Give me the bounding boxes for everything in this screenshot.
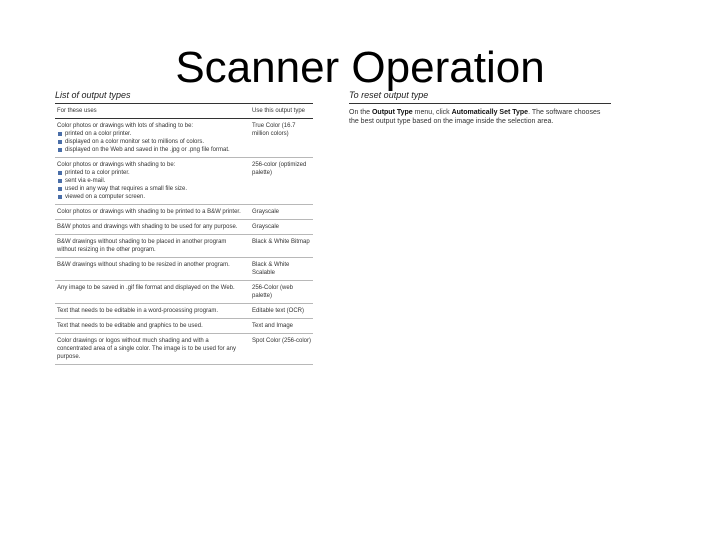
table-row: [55, 119, 313, 158]
use-description-text: Color photos or drawings with lots of shading to be:: [57, 123, 194, 129]
reset-text-part: . The software chooses the best output type based on the image inside the selection area.: [349, 109, 601, 125]
use-description-text: Text that needs to be editable and graphics to be used.: [57, 323, 203, 329]
use-description-text: Any image to be saved in .gif file format and displayed on the Web.: [57, 285, 235, 291]
reset-output-instructions: [349, 104, 611, 126]
use-description: [55, 281, 246, 303]
table-row: [55, 258, 313, 281]
table-row: [55, 205, 313, 220]
table-row: [55, 220, 313, 235]
table-row: [55, 304, 313, 319]
use-description: [55, 319, 246, 333]
use-description: [55, 119, 246, 157]
reset-text-part: On the: [349, 109, 372, 116]
output-type-column-header: Use this output type: [251, 108, 306, 114]
reset-output-header: To reset output type: [349, 90, 611, 104]
use-bullet-item: displayed on the Web and saved in the .jpg or .png file format.: [57, 146, 244, 154]
slide-title: Scanner Operation: [175, 43, 545, 92]
output-type: Black & White Bitmap: [251, 239, 310, 245]
output-type: Grayscale: [251, 209, 279, 215]
output-type: Black & White Scalable: [251, 262, 290, 276]
output-type: Grayscale: [251, 224, 279, 230]
use-description-text: Color drawings or logos without much shading and with a concentrated area of a single color. The image is to be used for any purpose.: [57, 338, 236, 360]
uses-column-header: For these uses: [57, 108, 97, 114]
use-description: [55, 235, 246, 257]
output-type-menu-name: Output Type: [371, 109, 413, 116]
table-row: [55, 158, 313, 205]
use-description-text: B&W drawings without shading to be placed in another program without resizing in the other program.: [57, 239, 227, 253]
table-row: [55, 334, 313, 365]
use-description-text: Color photos or drawings with shading to be printed to a B&W printer.: [57, 209, 241, 215]
use-description-text: Color photos or drawings with shading to be:: [57, 162, 176, 168]
reset-text-part: menu, click: [412, 109, 452, 116]
output-type: Text and Image: [251, 323, 294, 329]
use-description-text: B&W drawings without shading to be resized in another program.: [57, 262, 230, 268]
output-type: True Color (16.7 million colors): [251, 123, 296, 137]
reset-output-panel: [349, 90, 611, 126]
use-description: [55, 304, 246, 318]
table-body: [55, 119, 313, 365]
table-row: [55, 281, 313, 304]
table-row: [55, 235, 313, 258]
use-bullet-item: printed to a color printer.: [57, 169, 244, 177]
use-bullet-item: printed on a color printer.: [57, 130, 244, 138]
output-type: 256-color (optimized palette): [251, 162, 307, 176]
output-type: 256-Color (web palette): [251, 285, 294, 299]
use-bullet-item: displayed on a color monitor set to millions of colors.: [57, 138, 244, 146]
table-row: [55, 319, 313, 334]
use-description: [55, 205, 246, 219]
output-type: Spot Color (256-color): [251, 338, 312, 344]
use-description: [55, 258, 246, 280]
output-types-header: List of output types: [55, 90, 313, 104]
use-description: [55, 158, 246, 204]
table-header-row: [55, 104, 313, 119]
use-bullet-item: viewed on a computer screen.: [57, 193, 244, 201]
output-types-table: [55, 90, 313, 365]
use-bullet-item: sent via e-mail.: [57, 177, 244, 185]
use-description-text: Text that needs to be editable in a word-processing program.: [57, 308, 219, 314]
use-description: [55, 334, 246, 364]
auto-set-type-command: Automatically Set Type: [451, 109, 529, 116]
use-description-text: B&W photos and drawings with shading to be used for any purpose.: [57, 224, 238, 230]
use-bullet-item: used in any way that requires a small file size.: [57, 185, 244, 193]
use-description: [55, 220, 246, 234]
output-type: Editable text (OCR): [251, 308, 305, 314]
